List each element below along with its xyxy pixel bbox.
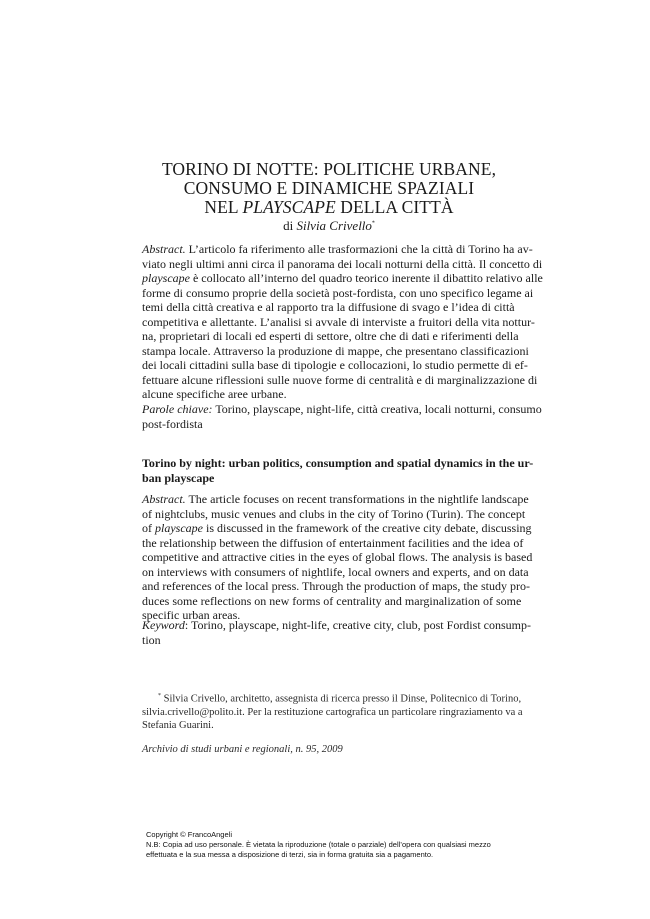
abstract-it-line: fettuare alcune riflessioni sulle nuove forme di centralità e di marginalizzazione di — [142, 372, 538, 387]
keywords-it-line: post-fordista — [142, 416, 203, 431]
title-line-3-post: DELLA CITTÀ — [335, 197, 454, 217]
abstract-it-line: forme di consumo proprie della società post-fordista, con uno specifico legame ai — [142, 285, 534, 300]
keywords-it — [142, 402, 542, 431]
footnote-line: * Silvia Crivello, architetto, assegnista di ricerca presso il Dinse, Politecnico di Torino, — [158, 693, 522, 705]
copyright-line-1: Copyright © FrancoAngeli — [146, 830, 232, 839]
keywords-en-line: Keyword: Torino, playscape, night-life, creative city, club, post Fordist consump- — [142, 618, 531, 632]
abstract-it-line: viato negli ultimi anni circa il panorama dei locali notturni della città. Il concetto di — [142, 256, 543, 271]
abstract-it-label: Abstract. — [142, 242, 186, 256]
journal-citation: Archivio di studi urbani e regionali, n. 95, 2009 — [142, 744, 343, 755]
title-line-3 — [140, 198, 518, 217]
keywords-it-line: Parole chiave: Torino, playscape, night-life, città creativa, locali notturni, consumo — [142, 402, 542, 416]
keywords-en-line: tion — [142, 632, 161, 647]
abstract-it-line: stampa locale. Attraverso la produzione di mappe, che presentano classificazioni — [142, 343, 529, 358]
abstract-en-line: of playscape is discussed in the framework of the creative city debate, discussing — [142, 521, 532, 535]
keywords-en — [142, 618, 531, 647]
abstract-en-line: Abstract. The article focuses on recent transformations in the nightlife landscape — [142, 492, 529, 506]
abstract-en — [142, 492, 533, 623]
abstract-en-line: specific urban areas. — [142, 608, 241, 622]
abstract-en-line: duces some reflections on new forms of centrality and marginalization of some — [142, 593, 522, 608]
title-en-line-2: ban playscape — [142, 470, 215, 485]
abstract-en-italic-word: playscape — [155, 521, 203, 535]
title-line-2: CONSUMO E DINAMICHE SPAZIALI — [183, 178, 475, 198]
abstract-it-italic-word: playscape — [142, 271, 190, 285]
author-footnote-marker: * — [371, 220, 375, 227]
abstract-it — [142, 242, 543, 402]
abstract-it-line: playscape è collocato all’interno del quadro teorico inerente il dibattito relativo alle — [142, 271, 543, 285]
abstract-it-line: dei locali cittadini sulla base di tipologie e collocazioni, lo studio permette di ef- — [142, 358, 528, 372]
article-title-en — [142, 456, 534, 485]
footnote-line: Stefania Guarini. — [142, 719, 214, 731]
author-prefix: di — [283, 218, 297, 233]
abstract-en-line: and references of the local press. Through the production of maps, the study pro- — [142, 579, 530, 593]
copyright-line-2: N.B: Copia ad uso personale. È vietata la riproduzione (totale o parziale) dell’opera con qualsiasi mezzo — [146, 840, 491, 849]
title-en-line-1: Torino by night: urban politics, consumption and spatial dynamics in the ur- — [142, 456, 534, 470]
abstract-it-line: competitiva e allettante. L’analisi si avvale di interviste a fruitori della vita nottur- — [142, 314, 535, 329]
author-line — [140, 218, 518, 234]
keywords-it-label: Parole chiave: — [142, 402, 213, 416]
abstract-en-label: Abstract. — [142, 492, 186, 506]
copyright-line-3: effettuata e la sua messa a disposizione di terzi, sia in forma gratuita sia a pagamento. — [146, 850, 434, 859]
title-line-1: TORINO DI NOTTE: POLITICHE URBANE, — [161, 159, 497, 179]
author-footnote — [142, 690, 523, 732]
keywords-en-label: Keyword — [142, 618, 185, 632]
abstract-en-line: competitive and attractive cities in the eyes of global flows. The analysis is based — [142, 550, 533, 564]
abstract-it-line: alcune specifiche aree urbane. — [142, 387, 287, 401]
footnote-marker: * — [158, 693, 161, 699]
abstract-it-line: Abstract. L’articolo fa riferimento alle trasformazioni che la città di Torino ha av- — [142, 242, 533, 256]
abstract-en-line: the relationship between the diffusion of entertainment facilities and the idea of — [142, 535, 524, 550]
title-line-3-italic: PLAYSCAPE — [242, 197, 336, 217]
abstract-en-line: of nightclubs, music venues and clubs in the city of Torino (Turin). The concept — [142, 506, 526, 521]
abstract-it-line: temi della città creativa e al rapporto tra la diffusione di svago e l’idea di città — [142, 300, 515, 314]
author-name: Silvia Crivello — [296, 218, 372, 233]
copyright-notice — [146, 830, 526, 860]
footnote-line: silvia.crivello@polito.it. Per la restituzione cartografica un particolare ringraziamento va a — [142, 706, 523, 718]
abstract-en-line: on interviews with consumers of nightlife, local owners and experts, and on data — [142, 564, 529, 579]
abstract-it-line: na, proprietari di locali ed esperti di settore, oltre che di dati e riferimenti della — [142, 329, 519, 343]
article-title-it — [140, 160, 518, 217]
title-line-3-pre: NEL — [204, 197, 243, 217]
